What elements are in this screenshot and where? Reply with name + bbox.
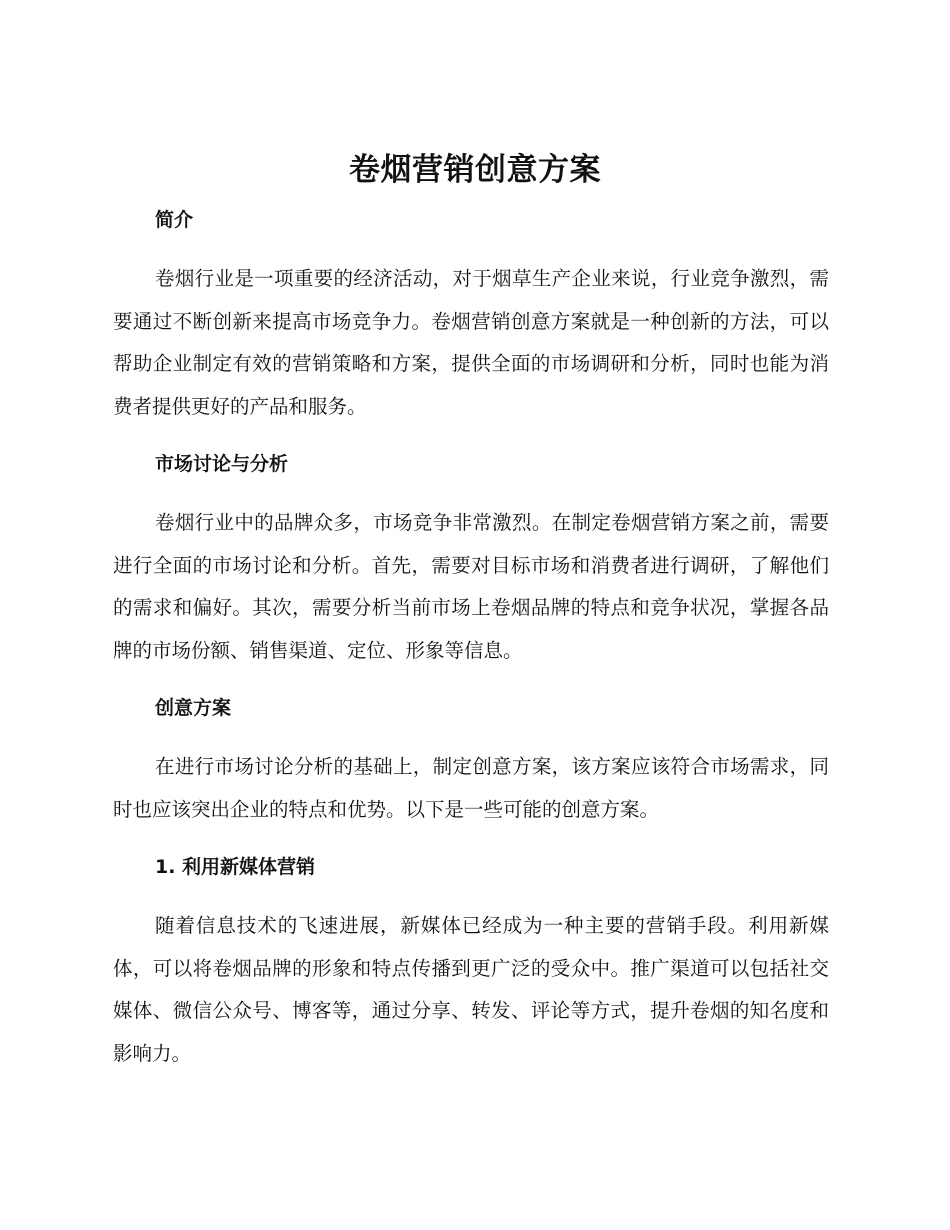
section-heading-new-media: 1. 利用新媒体营销 (155, 856, 316, 878)
document-body (113, 198, 829, 1075)
section-paragraph-market-analysis: 卷烟行业中的品牌众多，市场竞争非常激烈。在制定卷烟营销方案之前，需要进行全面的市场讨论和分析。首先，需要对目标市场和消费者进行调研，了解他们的需求和偏好。其次，需要分析当前市场上卷烟品牌的特点和竞争状况，掌握各品牌的市场份额、销售渠道、定位、形象等信息。 (113, 511, 829, 662)
section-heading-creative-plan: 创意方案 (155, 697, 232, 719)
section-paragraph-new-media: 随着信息技术的飞速进展，新媒体已经成为一种主要的营销手段。利用新媒体，可以将卷烟品牌的形象和特点传播到更广泛的受众中。推广渠道可以包括社交媒体、微信公众号、博客等，通过分享、转发、评论等方式，提升卷烟的知名度和影响力。 (113, 914, 829, 1065)
section-paragraph-creative-plan: 在进行市场讨论分析的基础上，制定创意方案，该方案应该符合市场需求，同时也应该突出企业的特点和优势。以下是一些可能的创意方案。 (113, 755, 829, 821)
document-title: 卷烟营销创意方案 (349, 152, 601, 188)
section-heading-intro: 简介 (155, 209, 194, 231)
section-heading-market-analysis: 市场讨论与分析 (155, 453, 289, 475)
section-paragraph-intro: 卷烟行业是一项重要的经济活动，对于烟草生产企业来说，行业竞争激烈，需要通过不断创新来提高市场竞争力。卷烟营销创意方案就是一种创新的方法，可以帮助企业制定有效的营销策略和方案，提供全面的市场调研和分析，同时也能为消费者提供更好的产品和服务。 (113, 267, 829, 418)
